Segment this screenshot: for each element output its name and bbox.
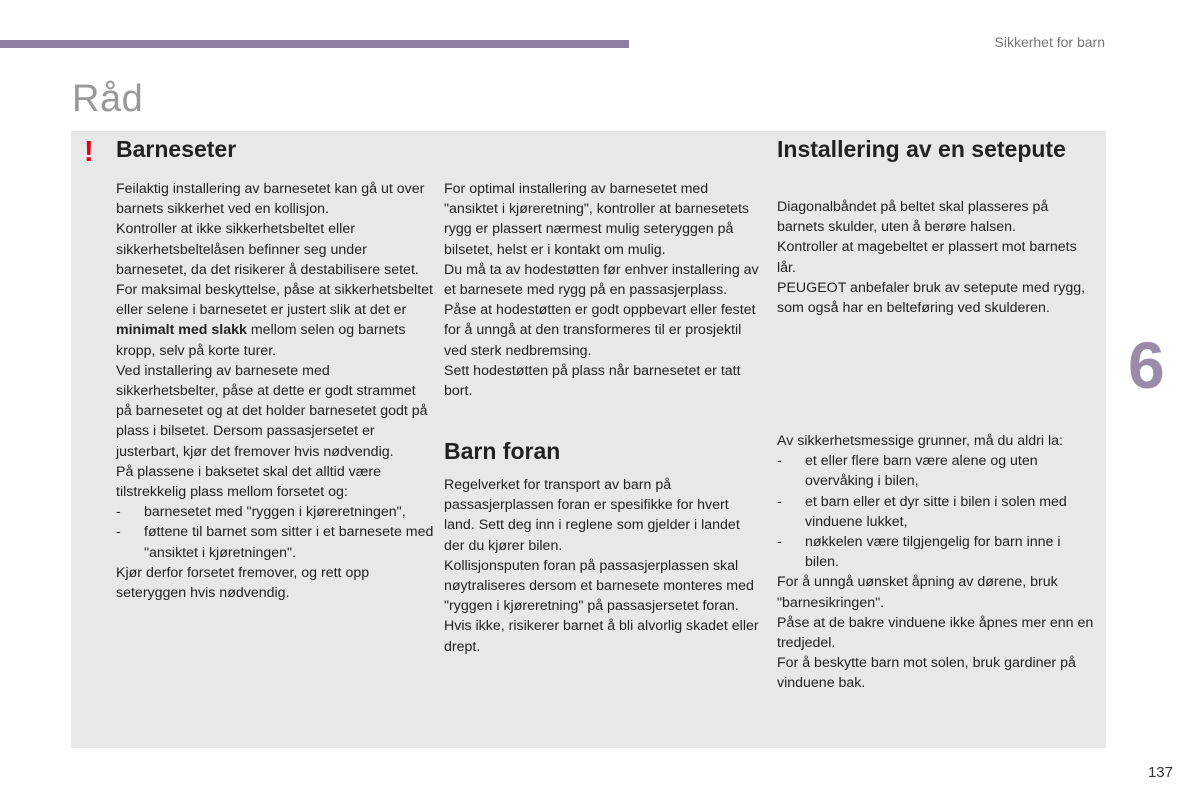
col1-paragraph: Kontroller at ikke sikkerhetsbeltet eller sikkerhetsbeltelåsen befinner seg under barnesetet, da det risikerer å destabilisere setet. xyxy=(116,221,419,278)
col3-paragraph: Diagonalbåndet på beltet skal plasseres på barnets skulder, uten å berøre halsen. xyxy=(777,199,1049,236)
list-item xyxy=(777,492,1095,532)
col1-paragraph: På plassene i baksetet skal det alltid være tilstrekkelig plass mellom forsetet og: xyxy=(116,463,381,501)
section-title: Sikkerhet for barn xyxy=(994,34,1105,50)
dash-bullet: - xyxy=(777,534,782,551)
page-number: 137 xyxy=(1147,764,1173,781)
col2-paragraph: Påse at hodestøtten er godt oppbevart eller festet for å unngå at den transformeres til er prosjektil ved sterk nedbremsing. xyxy=(444,302,756,359)
column-3-text xyxy=(777,197,1095,318)
setepute-title: Installering av en setepute xyxy=(777,136,1066,162)
col2-paragraph: Sett hodestøtten på plass når barnesetet er tatt bort. xyxy=(444,362,741,400)
col1-paragraph: Ved installering av barnesete med sikkerhetsbelter, påse at dette er godt strammet på barnesetet og at det holder barnesetet godt på plass i bilsetet. Dersom passasjersetet er justerbart, kjør det fremover hvis nødvendig. xyxy=(116,362,428,460)
column-2-text-lower xyxy=(444,475,762,657)
list-item xyxy=(116,502,434,522)
col3-paragraph: For å beskytte barn mot solen, bruk gardiner på vinduene bak. xyxy=(777,655,1076,692)
list-item xyxy=(777,451,1095,491)
page-heading: Råd xyxy=(72,78,144,120)
list-item-text: barnesetet med "ryggen i kjøreretningen", xyxy=(144,504,406,521)
col2-paragraph: Kollisjonsputen foran på passasjerplassen skal nøytraliseres dersom et barnesete monteres med "ryggen i kjøreretning" på passasjersetet foran. Hvis ikke, risikerer barnet å bli alvorlig skadet eller drept. xyxy=(444,557,759,655)
list-item-text: nøkkelen være tilgjengelig for barn inne i bilen. xyxy=(805,534,1061,571)
col1-paragraph-bold xyxy=(116,280,434,361)
col2-paragraph: Du må ta av hodestøtten før enhver installering av et barnesete med rygg på en passasjerplass. xyxy=(444,261,759,299)
text-run: mellom selen og barnets kropp, selv på korte turer. xyxy=(116,322,406,359)
column-1-text xyxy=(116,179,434,603)
barneseter-title: Barneseter xyxy=(116,136,237,162)
text-run: For maksimal beskyttelse, påse at sikkerhetsbeltet eller selene i barnesetet er justert slik at det er xyxy=(116,282,433,319)
list-item-text: et eller flere barn være alene og uten overvåking i bilen, xyxy=(805,453,1038,490)
dash-bullet: - xyxy=(116,524,121,541)
list-item xyxy=(777,532,1095,572)
top-accent-bar xyxy=(0,40,629,48)
list-item-text: et barn eller et dyr sitte i bilen i solen med vinduene lukket, xyxy=(805,493,1067,530)
col2-paragraph: Regelverket for transport av barn på passasjerplassen foran er spesifikke for hvert land. Sett deg inn i reglene som gjelder i landet der du kjører bilen. xyxy=(444,477,740,554)
col1-paragraph: Kjør derfor forsetet fremover, og rett opp seteryggen hvis nødvendig. xyxy=(116,564,370,602)
chapter-number: 6 xyxy=(1128,328,1165,402)
col3-paragraph: Av sikkerhetsmessige grunner, må du aldri la: xyxy=(777,433,1063,449)
col3-paragraph: Kontroller at magebeltet er plassert mot barnets lår. xyxy=(777,239,1077,276)
list-item xyxy=(116,522,434,562)
column-3-text-lower xyxy=(777,431,1095,694)
dash-bullet: - xyxy=(777,453,782,470)
barn-foran-title: Barn foran xyxy=(444,438,561,464)
dash-bullet: - xyxy=(116,504,121,521)
col3-paragraph: PEUGEOT anbefaler bruk av setepute med rygg, som også har en belteføring ved skulderen. xyxy=(777,279,1086,317)
dash-bullet: - xyxy=(777,493,782,510)
col3-paragraph: Påse at de bakre vinduene ikke åpnes mer enn en tredjedel. xyxy=(777,614,1094,652)
col1-paragraph: Feilaktig installering av barnesetet kan gå ut over barnets sikkerhet ved en kollisjon. xyxy=(116,181,425,218)
warning-icon: ! xyxy=(84,136,94,168)
column-2-text xyxy=(444,179,762,401)
col3-paragraph: For å unngå uønsket åpning av dørene, bruk "barnesikringen". xyxy=(777,574,1058,611)
col2-paragraph: For optimal installering av barnesetet med "ansiktet i kjøreretning", kontroller at barnesetets rygg er plassert nærmest mulig seteryggen på bilsetet, helst er i kontakt om mulig. xyxy=(444,181,749,258)
bold-text: minimalt med slakk xyxy=(116,322,247,339)
list-item-text: føttene til barnet som sitter i et barnesete med "ansiktet i kjøretningen". xyxy=(144,524,434,561)
